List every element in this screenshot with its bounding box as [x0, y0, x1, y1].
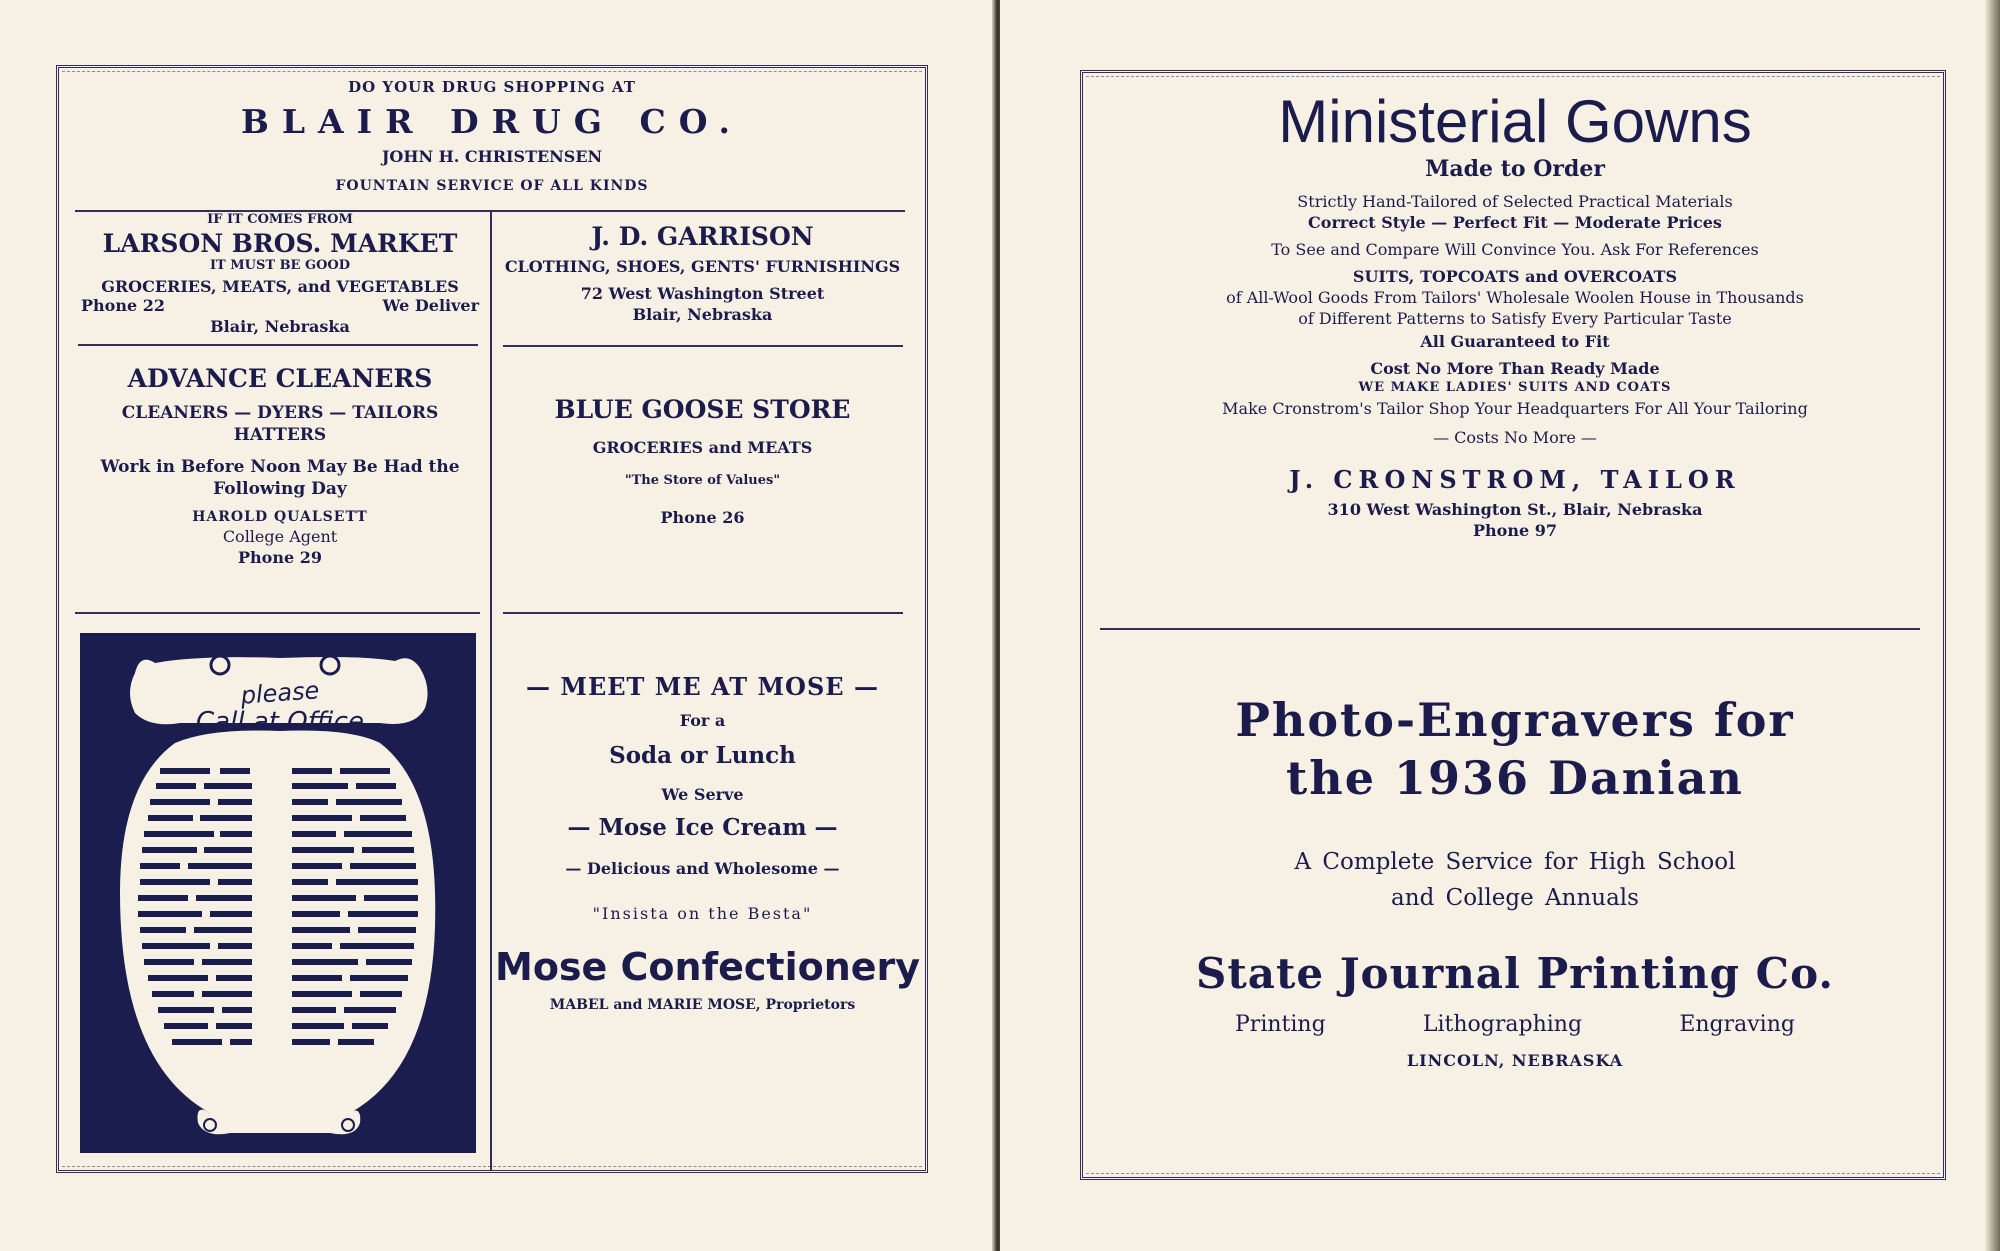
cleaners-phone: Phone 29	[238, 548, 322, 567]
gowns-line9: WE MAKE LADIES' SUITS AND COATS	[1358, 380, 1672, 395]
bluegoose-slogan: "The Store of Values"	[624, 473, 781, 488]
engravers-services-row	[1235, 1012, 1795, 1037]
gowns-address: 310 West Washington St., Blair, Nebraska	[1327, 500, 1703, 519]
bluegoose-goods: GROCERIES and MEATS	[592, 438, 813, 457]
garrison-address: 72 West Washington Street	[580, 284, 825, 303]
book-right-edge	[1985, 0, 2000, 1251]
advance-cleaners-ad	[75, 364, 485, 567]
garrison-goods: CLOTHING, SHOES, GENTS' FURNISHINGS	[504, 257, 901, 276]
larson-phone: Phone 22	[81, 296, 165, 315]
cleaners-services: CLEANERS — DYERS — TAILORS	[121, 403, 439, 423]
gowns-line11: — Costs No More —	[1433, 428, 1597, 447]
blair-intro: DO YOUR DRUG SHOPPING AT	[348, 78, 636, 96]
engravers-title1: Photo-Engravers for	[1235, 693, 1795, 747]
bluegoose-phone: Phone 26	[660, 508, 745, 527]
larson-city: Blair, Nebraska	[210, 317, 350, 336]
larson-name: LARSON BROS. MARKET	[102, 229, 458, 258]
larson-contact-row	[75, 296, 485, 315]
divider	[78, 344, 478, 346]
larson-goods: GROCERIES, MEATS, and VEGETABLES	[101, 277, 459, 296]
gowns-title: Ministerial Gowns	[1278, 88, 1752, 155]
call-at-office-ad	[80, 633, 476, 1153]
larson-market-ad	[75, 212, 485, 336]
divider	[75, 612, 480, 614]
gowns-line4: SUITS, TOPCOATS and OVERCOATS	[1352, 267, 1678, 286]
mose-serve: We Serve	[661, 785, 744, 804]
engravers-printing: Printing	[1235, 1012, 1326, 1037]
cleaners-agent: HAROLD QUALSETT	[192, 509, 368, 525]
engravers-company: State Journal Printing Co.	[1196, 949, 1834, 998]
divider	[1100, 628, 1920, 630]
mose-cream: — Mose Ice Cream —	[567, 814, 838, 841]
mose-headline: — MEET ME AT MOSE —	[526, 672, 879, 701]
engravers-title2: the 1936 Danian	[1286, 750, 1744, 805]
cleaners-hatters: HATTERS	[233, 425, 327, 445]
mose-quality: — Delicious and Wholesome —	[565, 859, 840, 878]
column-divider	[490, 212, 492, 1170]
gowns-line8: Cost No More Than Ready Made	[1370, 359, 1660, 378]
cleaners-agent-role: College Agent	[222, 527, 338, 546]
office-call: Call at Office	[196, 707, 364, 737]
engravers-service1: A Complete Service for High School	[1294, 849, 1736, 875]
gowns-phone: Phone 97	[1473, 521, 1557, 540]
mose-for: For a	[679, 711, 726, 730]
ministerial-gowns-ad	[1090, 88, 1940, 540]
gowns-line10: Make Cronstrom's Tailor Shop Your Headquarters For All Your Tailoring	[1222, 399, 1808, 418]
engravers-city: LINCOLN, NEBRASKA	[1406, 1051, 1624, 1070]
engravers-lithographing: Lithographing	[1422, 1012, 1583, 1037]
mose-motto: "Insista on the Besta"	[592, 904, 813, 923]
cleaners-note2: Following Day	[213, 479, 347, 499]
gowns-line6: of Different Patterns to Satisfy Every Particular Taste	[1298, 309, 1732, 328]
bluegoose-name: BLUE GOOSE STORE	[554, 395, 851, 424]
office-please: please	[239, 676, 321, 710]
gowns-line7: All Guaranteed to Fit	[1420, 332, 1610, 351]
blair-name: BLAIR DRUG CO.	[240, 102, 744, 141]
gowns-subtitle: Made to Order	[1425, 156, 1605, 182]
gowns-line3: To See and Compare Will Convince You. Ask For References	[1271, 240, 1759, 259]
right-page	[1000, 0, 2000, 1251]
cleaners-name: ADVANCE CLEANERS	[127, 364, 433, 393]
mose-confectionery-ad	[495, 672, 921, 1013]
mose-owners: MABEL and MARIE MOSE, Proprietors	[549, 997, 856, 1013]
mose-name: Mose Confectionery	[495, 945, 921, 989]
blair-drug-ad	[60, 78, 924, 194]
left-page	[0, 0, 995, 1251]
gowns-tailor: J. CRONSTROM, TAILOR	[1289, 465, 1741, 494]
garrison-ad	[495, 222, 910, 324]
blair-service: FOUNTAIN SERVICE OF ALL KINDS	[335, 178, 649, 194]
larson-tag: IT MUST BE GOOD	[209, 258, 351, 273]
larson-intro: IF IT COMES FROM	[207, 212, 353, 227]
gowns-line5: of All-Wool Goods From Tailors' Wholesale Woolen House in Thousands	[1226, 288, 1804, 307]
cleaners-note1: Work in Before Noon May Be Had the	[100, 457, 460, 477]
engravers-engraving: Engraving	[1679, 1012, 1795, 1037]
garrison-city: Blair, Nebraska	[632, 305, 773, 324]
gowns-line1: Strictly Hand-Tailored of Selected Practical Materials	[1297, 192, 1733, 211]
mose-items: Soda or Lunch	[609, 742, 796, 769]
divider	[503, 345, 903, 347]
gowns-line2: Correct Style — Perfect Fit — Moderate Prices	[1308, 213, 1722, 232]
blue-goose-ad	[495, 395, 910, 527]
photo-engravers-ad	[1090, 692, 1940, 1070]
blair-owner: JOHN H. CHRISTENSEN	[381, 147, 603, 166]
divider	[503, 612, 903, 614]
office-banner-text	[140, 676, 420, 737]
garrison-name: J. D. GARRISON	[591, 222, 814, 251]
larson-deliver: We Deliver	[382, 296, 479, 315]
engravers-service2: and College Annuals	[1391, 885, 1639, 911]
